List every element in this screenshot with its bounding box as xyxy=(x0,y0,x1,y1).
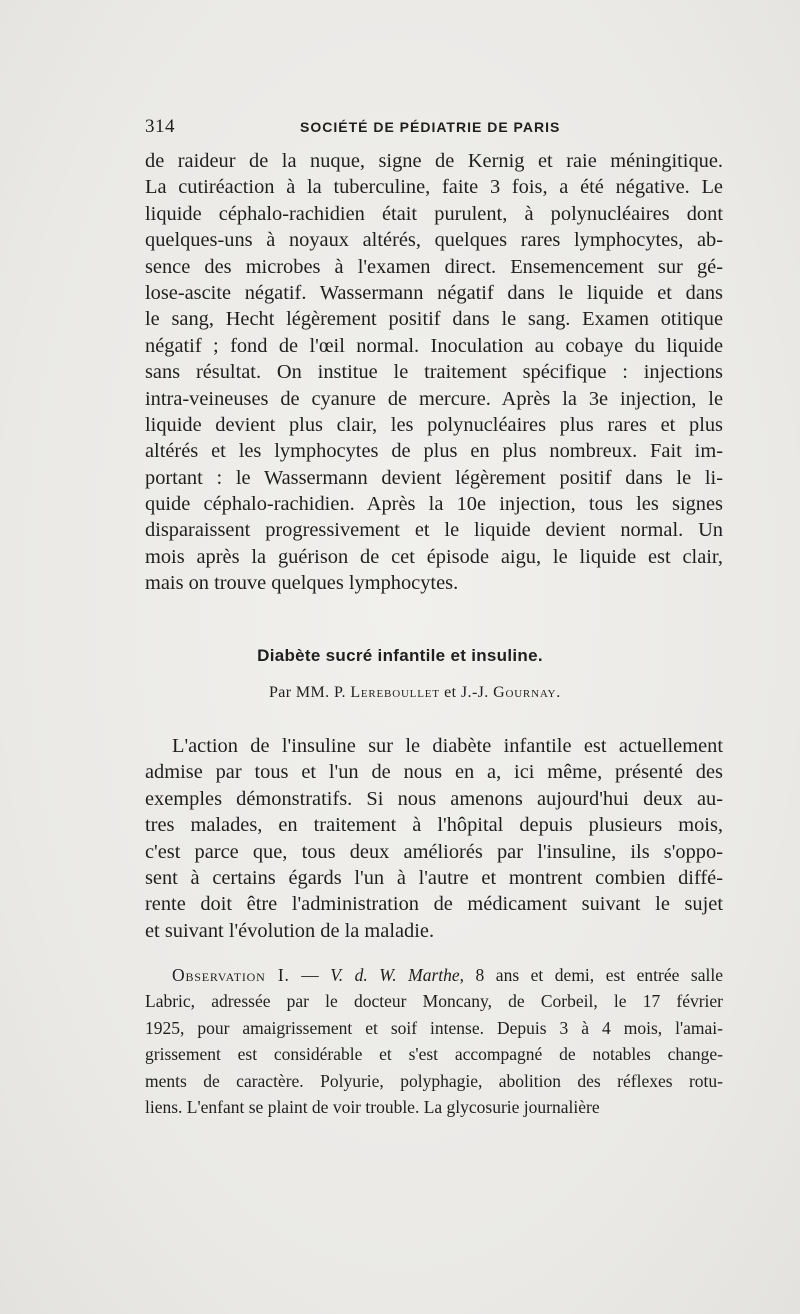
text-line: sent à certains égards l'un à l'autre et montrent combien diffé- xyxy=(145,866,723,889)
authors-prefix: Par MM. P. xyxy=(269,684,351,701)
text-line: L'action de l'insuline sur le diabète infantile est actuellement xyxy=(172,735,723,757)
text-line: 1925, pour amaigrissement et soif intense. Depuis 3 à 4 mois, l'amai- xyxy=(145,1017,723,1038)
authors-middle: et J.-J. xyxy=(439,684,494,701)
text-line: mois après la guérison de cet épisode aigu, le liquide est clair, xyxy=(145,545,723,568)
text-line: admise par tous et l'un de nous en a, ici même, présenté des xyxy=(145,761,723,784)
text-line: exemples démonstratifs. Si nous amenons aujourd'hui deux au- xyxy=(145,787,723,810)
page-number: 314 xyxy=(145,116,175,137)
text-line: altérés et les lymphocytes de plus en plus nombreux. Fait im- xyxy=(145,440,723,463)
authors-suffix: . xyxy=(556,684,561,701)
paragraph-introduction xyxy=(145,733,723,944)
text-line: c'est parce que, tous deux améliorés par l'insuline, ils s'oppo- xyxy=(145,840,723,863)
text-line: quide céphalo-rachidien. Après la 10e injection, tous les signes xyxy=(145,493,723,516)
observation-first-line-rest: , 8 ans et demi, est entrée salle xyxy=(459,965,723,985)
authors-line xyxy=(269,684,561,702)
text-line: grissement est considérable et s'est accompagné de notables change- xyxy=(145,1044,723,1065)
text-line: intra-veineuses de cyanure de mercure. Après la 3e injection, le xyxy=(145,387,723,410)
text-line: sans résultat. On institue le traitement spécifique : injections xyxy=(145,361,723,384)
text-line: négatif ; fond de l'œil normal. Inoculation au cobaye du liquide xyxy=(145,334,723,357)
observation-patient: V. d. W. Marthe xyxy=(330,965,460,985)
text-line: sence des microbes à l'examen direct. Ensemencement sur gé- xyxy=(145,255,723,278)
text-line: La cutiréaction à la tuberculine, faite 3 fois, a été négative. Le xyxy=(145,176,723,199)
text-line: liens. L'enfant se plaint de voir trouble. La glycosurie journalière xyxy=(145,1096,600,1117)
paragraph-case-continuation xyxy=(145,148,723,597)
text-line: et suivant l'évolution de la maladie. xyxy=(145,919,435,942)
observation-label: Observation I. xyxy=(172,965,290,985)
text-line: disparaissent progressivement et le liquide devient normal. Un xyxy=(145,519,723,542)
text-line: de raideur de la nuque, signe de Kernig et raie méningitique. xyxy=(145,150,723,172)
text-line: le sang, Hecht légèrement positif dans le sang. Examen otitique xyxy=(145,308,723,331)
text-line: portant : le Wassermann devient légèrement positif dans le li- xyxy=(145,466,723,489)
text-line: liquide céphalo-rachidien était purulent, à polynucléaires dont xyxy=(145,202,723,225)
page-header xyxy=(145,116,715,140)
text-line: lose-ascite négatif. Wassermann négatif dans le liquide et dans xyxy=(145,281,723,304)
text-line: mais on trouve quelques lymphocytes. xyxy=(145,572,459,595)
section-title: Diabète sucré infantile et insuline. xyxy=(257,646,543,665)
author-gournay: Gournay xyxy=(493,684,557,701)
running-title: SOCIÉTÉ DE PÉDIATRIE DE PARIS xyxy=(300,119,561,135)
text-line: liquide devient plus clair, les polynucléaires plus rares et plus xyxy=(145,413,723,436)
author-lereboullet: Lereboullet xyxy=(350,684,440,701)
text-line: rente doit être l'administration de médicament suivant le sujet xyxy=(145,893,723,916)
observation-first-line xyxy=(145,962,723,988)
text-line: quelques-uns à noyaux altérés, quelques rares lymphocytes, ab- xyxy=(145,229,723,252)
observation-dash: — xyxy=(289,965,331,985)
text-line: ments de caractère. Polyurie, polyphagie, abolition des réflexes rotu- xyxy=(145,1070,723,1091)
paragraph-observation xyxy=(145,962,723,1120)
text-line: tres malades, en traitement à l'hôpital depuis plusieurs mois, xyxy=(145,814,723,837)
text-line: Labric, adressée par le docteur Moncany, de Corbeil, le 17 février xyxy=(145,991,723,1012)
